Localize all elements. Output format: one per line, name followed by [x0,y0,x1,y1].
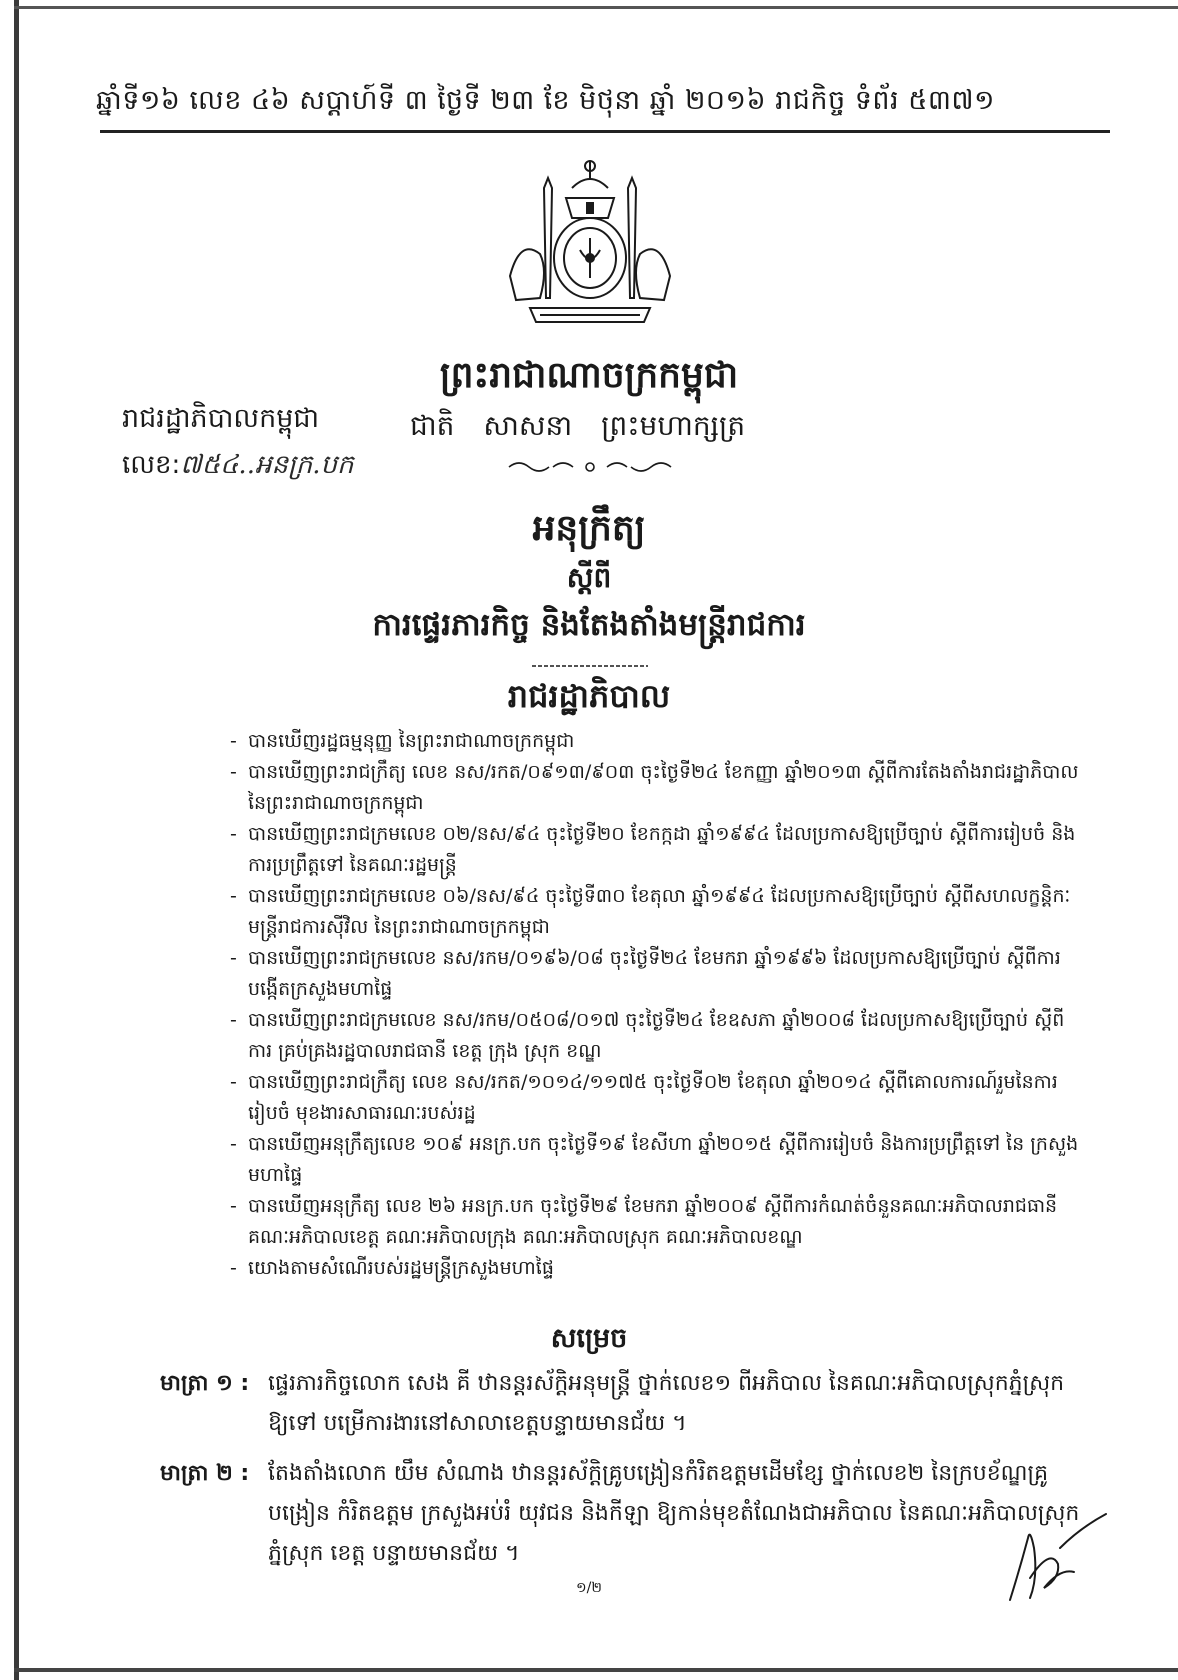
article-1 [160,1364,1090,1444]
recital-item: - បានឃើញព្រះរាជក្រមលេខ ០៦/នស/៩៤ ចុះថ្ងៃទី៣០ ខែតុលា ឆ្នាំ១៩៩៤ ដែលប្រកាសឱ្យប្រើច្បាប់ ស្តីពីសហលក្ខន្តិកៈ មន្ត្រីរាជការស៊ីវិល នៃព្រះរាជាណាចក្រកម្ពុជា [230,881,1082,943]
motto-nation: ជាតិ [410,409,455,442]
recital-item: - បានឃើញព្រះរាជក្រមលេខ នស/រកម/០៥០៨/០១៧ ចុះថ្ងៃទី២៤ ខែឧសភា ឆ្នាំ២០០៨ ដែលប្រកាសឱ្យប្រើច្បាប់ ស្តីពីការ គ្រប់គ្រងរដ្ឋបាលរាជធានី ខេត្ត ក្រុង ស្រុក ខណ្ឌ [230,1005,1082,1067]
about-label: ស្តីពី [566,561,612,594]
recital-item: - បានឃើញព្រះរាជក្រមលេខ នស/រកម/០១៩៦/០៨ ចុះថ្ងៃទី២៤ ខែមករា ឆ្នាំ១៩៩៦ ដែលប្រកាសឱ្យប្រើច្បាប់ ស្តីពីការ បង្កើតក្រសួងមហាផ្ទៃ [230,943,1082,1005]
article-text: តែងតាំងលោក យឹម សំណាង ឋានន្តរស័ក្តិគ្រូបង្រៀនកំរិតឧត្តមដើមខ្សែ ថ្នាក់លេខ២ នៃក្របខ័ណ្ឌគ្រូបង្រៀន កំរិតឧត្តម ក្រសួងអប់រំ យុវជន និងកីឡា ឱ្យកាន់មុខតំណែងជាអភិបាល នៃគណៈអភិបាលស្រុកភ្នំស្រុក ខេត្ត បន្ទាយមានជ័យ ។ [268,1461,1080,1566]
royal-coat-of-arms-icon [500,158,680,326]
recital-item: - បានឃើញព្រះរាជក្រឹត្យ លេខ នស/រកត/០៩១៣/៩០៣ ចុះថ្ងៃទី២៤ ខែកញ្ញា ឆ្នាំ២០១៣ ស្តីពីការតែងតាំងរាជរដ្ឋាភិបាល នៃព្រះរាជាណាចក្រកម្ពុជា [230,757,1082,819]
national-motto [410,408,745,449]
reference-value: ៧៥៤..អនក្រ.បក [180,450,354,480]
ornament-divider-icon [505,455,675,479]
government-name: រាជរដ្ឋាភិបាលកម្ពុជា [122,403,320,434]
recital-item: - បានឃើញរដ្ឋធម្មនុញ្ញ នៃព្រះរាជាណាចក្រកម្ពុជា [230,726,1082,757]
article-text: ផ្ទេរភារកិច្ចលោក សេង គី ឋានន្តរស័ក្តិអនុមន្ត្រី ថ្នាក់លេខ១ ពីអភិបាល នៃគណៈអភិបាលស្រុកភ្នំស្រុក ឱ្យទៅ បម្រើការងារនៅសាលាខេត្តបន្ទាយមានជ័យ ។ [268,1371,1065,1436]
document-subject: ការផ្ទេរភារកិច្ច និងតែងតាំងមន្ត្រីរាជការ [372,607,806,643]
articles [160,1364,1090,1584]
page-number: ១/២ [576,1580,602,1596]
scan-left-edge [14,0,19,1680]
recitals-list [230,726,1082,1284]
kingdom-title: ព្រះរាជាណាចក្រកម្ពុជា [439,355,739,396]
reference-prefix: លេខ: [122,450,181,480]
recital-item: - បានឃើញព្រះរាជក្រឹត្យ លេខ នស/រកត/១០១៤/១១៧៥ ចុះថ្ងៃទី០២ ខែតុលា ឆ្នាំ២០១៤ ស្តីពីគោលការណ៍រួមនៃការរៀបចំ មុខងារសាធារណៈរបស់រដ្ឋ [230,1067,1082,1129]
recital-item: - បានឃើញព្រះរាជក្រមលេខ ០២/នស/៩៤ ចុះថ្ងៃទី២០ ខែកក្កដា ឆ្នាំ១៩៩៤ ដែលប្រកាសឱ្យប្រើច្បាប់ ស្តីពីការរៀបចំ និងការប្រព្រឹត្តទៅ នៃគណៈរដ្ឋមន្ត្រី [230,819,1082,881]
motto-king: ព្រះមហាក្សត្រ [601,409,746,442]
article-2 [160,1454,1090,1574]
scan-bottom-edge [14,1668,1178,1672]
recital-item: - យោងតាមសំណើរបស់រដ្ឋមន្ត្រីក្រសួងមហាផ្ទៃ [230,1253,1082,1284]
reference-number [122,448,353,486]
decision-heading: សម្រេច [550,1323,628,1354]
motto-religion: សាសនា [483,409,573,442]
gazette-header: ឆ្នាំទី១៦ លេខ ៤៦ សប្តាហ៍ទី ៣ ថ្ងៃទី ២៣ ខែ មិថុនា ឆ្នាំ ២០១៦ រាជកិច្ច ទំព័រ ៥៣៧១ [96,85,995,116]
subject-separator [530,662,650,670]
article-label: មាត្រា ១ : [160,1371,250,1396]
scan-top-edge [14,6,1178,9]
signature-icon [1000,1508,1110,1608]
issuer-title: រាជរដ្ឋាភិបាល [507,677,671,715]
article-label: មាត្រា ២ : [160,1461,250,1486]
recital-item: - បានឃើញអនុក្រឹត្យលេខ ១០៩ អនក្រ.បក ចុះថ្ងៃទី១៩ ខែសីហា ឆ្នាំ២០១៥ ស្តីពីការរៀបចំ និងការប្រព្រឹត្តទៅ នៃ ក្រសួងមហាផ្ទៃ [230,1129,1082,1191]
document-type: អនុក្រឹត្យ [532,508,646,549]
header-rule [100,130,1110,133]
recital-item: - បានឃើញអនុក្រឹត្យ លេខ ២៦ អនក្រ.បក ចុះថ្ងៃទី២៩ ខែមករា ឆ្នាំ២០០៩ ស្តីពីការកំណត់ចំនួនគណៈអភិបាលរាជធានី គណៈអភិបាលខេត្ត គណៈអភិបាលក្រុង គណៈអភិបាលស្រុក គណៈអភិបាលខណ្ឌ [230,1191,1082,1253]
